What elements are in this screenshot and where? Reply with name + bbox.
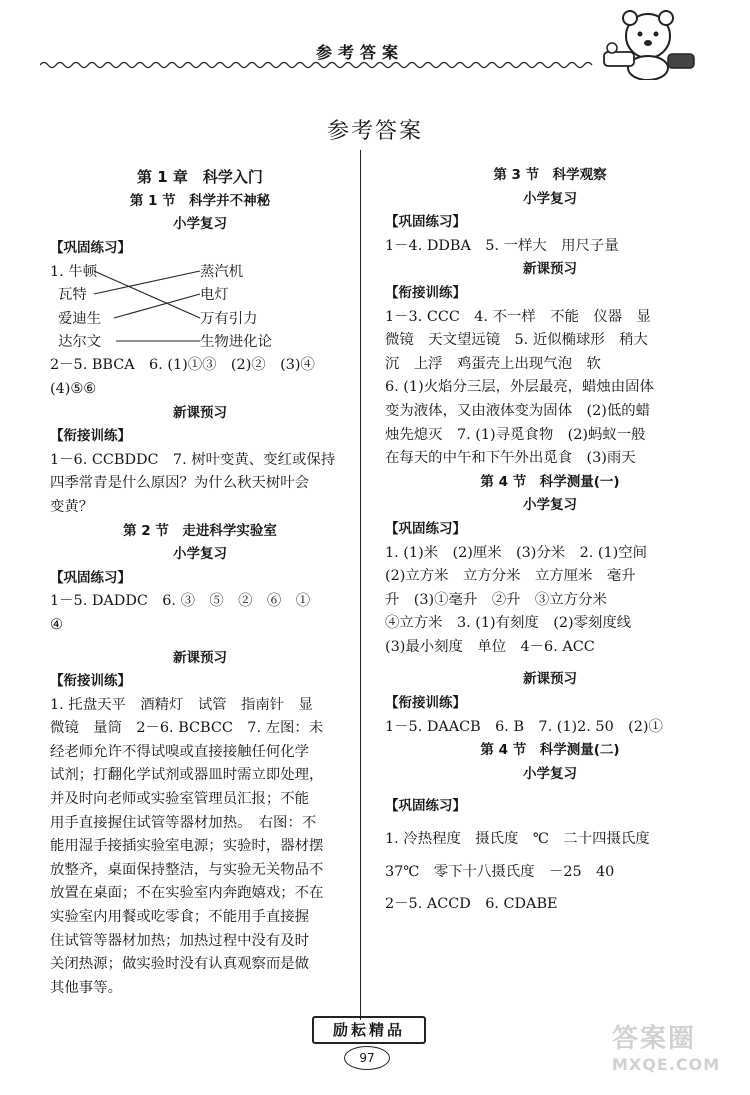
- section-heading-3: 第 3 节 科学观察: [493, 167, 607, 183]
- answer-line: 沉 上浮 鸡蛋壳上出现气泡 软: [385, 355, 601, 372]
- bracket-label-link: 【衔接训练】: [50, 428, 131, 445]
- column-divider: [360, 150, 361, 1020]
- answer-line: 1. 冷热程度 摄氏度 ℃ 二十四摄氏度: [385, 831, 650, 848]
- bracket-label-consolidate: 【巩固练习】: [50, 239, 131, 256]
- answer-line: 放整齐，桌面保持整洁，与实验无关物品不: [50, 861, 324, 878]
- answer-line: 用手直接握住试管等器材加热。 右图：不: [50, 814, 317, 831]
- match-left-item: 爱迪生: [58, 311, 102, 328]
- answer-line: 1－5. DAACB 6. B 7. (1)2. 50 (2)①: [385, 718, 663, 735]
- answer-line: 其他事等。: [50, 979, 122, 996]
- bracket-label-consolidate: 【巩固练习】: [385, 214, 466, 231]
- header-wave-divider: [40, 60, 600, 70]
- answer-line: 烛先熄灭 7. (1)寻觅食物 (2)蚂蚁一般: [385, 426, 646, 443]
- section-heading-4a: 第 4 节 科学测量(一): [480, 473, 620, 490]
- bracket-label-consolidate: 【巩固练习】: [385, 520, 466, 537]
- answer-line: 1－6. CCBDDC 7. 树叶变黄、变红或保持: [50, 451, 336, 468]
- answer-line: 1. (1)米 (2)厘米 (3)分米 2. (1)空间: [385, 544, 648, 561]
- subheading-review: 小学复习: [173, 216, 227, 233]
- page-number: 97: [344, 1046, 390, 1070]
- bracket-label-link: 【衔接训练】: [385, 284, 466, 301]
- answer-line: 住试管等器材加热；加热过程中没有及时: [50, 932, 310, 949]
- match-right-item: 电灯: [200, 287, 229, 304]
- matching-exercise: [50, 260, 350, 354]
- chapter-heading: 第 1 章 科学入门: [137, 168, 263, 186]
- section-heading-1: 第 1 节 科学并不神秘: [129, 192, 271, 209]
- subheading-review: 小学复习: [173, 546, 227, 563]
- match-left-item: 达尔文: [58, 334, 102, 351]
- answer-line: 2－5. ACCD 6. CDABE: [385, 896, 558, 913]
- match-right-item: 蒸汽机: [200, 264, 244, 281]
- answer-line: 37℃ 零下十八摄氏度 －25 40: [385, 863, 615, 880]
- answer-line: 2－5. BBCA 6. (1)①③ (2)② (3)④: [50, 357, 315, 374]
- match-left-item: 瓦特: [58, 287, 87, 304]
- answer-line: (4)⑤⑥: [50, 380, 97, 397]
- answer-line: 变黄？: [50, 498, 94, 515]
- header-title: 参考答案: [315, 43, 404, 62]
- answer-line: 1－4. DDBA 5. 一样大 用尺子量: [385, 237, 619, 254]
- watermark: [612, 1018, 744, 1074]
- answer-line: (3)最小刻度 单位 4－6. ACC: [385, 638, 595, 655]
- right-column: [385, 164, 715, 917]
- answer-line: 微镜 量筒 2－6. BCBCC 7. 左图：未: [50, 720, 324, 737]
- subheading-preview: 新课预习: [173, 404, 227, 421]
- answer-line: 1－3. CCC 4. 不一样 不能 仪器 显: [385, 308, 651, 325]
- bracket-label-link: 【衔接训练】: [385, 695, 466, 712]
- subheading-preview: 新课预习: [523, 261, 577, 278]
- subheading-preview: 新课预习: [173, 649, 227, 666]
- answer-line: 6. (1)火焰分三层，外层最亮，蜡烛由固体: [385, 379, 654, 396]
- match-right-item: 万有引力: [200, 311, 258, 328]
- watermark-text: 答案圈: [612, 1024, 697, 1054]
- section-heading-2: 第 2 节 走进科学实验室: [123, 522, 277, 539]
- answer-line: 在每天的中午和下午外出觅食 (3)雨天: [385, 450, 636, 467]
- answer-line: 实验室内用餐或吃零食；不能用手直接握: [50, 909, 310, 926]
- answer-line: 1－5. DADDC 6. ③ ⑤ ② ⑥ ①: [50, 593, 311, 610]
- answer-line: 四季常青是什么原因？为什么秋天树叶会: [50, 475, 310, 492]
- answer-line: 能用湿手接插实验室电源；实验时，器材摆: [50, 838, 324, 855]
- subheading-review: 小学复习: [523, 190, 577, 207]
- subheading-review: 小学复习: [523, 497, 577, 514]
- bracket-label-link: 【衔接训练】: [50, 673, 131, 690]
- subheading-review: 小学复习: [523, 765, 577, 782]
- answer-line: 并及时向老师或实验室管理员汇报；不能: [50, 791, 310, 808]
- bracket-label-consolidate: 【巩固练习】: [50, 569, 131, 586]
- footer-brand-badge: 励耘精品: [312, 1016, 426, 1044]
- subheading-preview: 新课预习: [523, 671, 577, 688]
- bracket-label-consolidate: 【巩固练习】: [385, 798, 466, 815]
- answer-line: 关闭热源；做实验时没有认真观察而是做: [50, 956, 310, 973]
- watermark-url: MXQE.COM: [612, 1055, 721, 1074]
- answer-line: 变为液体，又由液体变为固体 (2)低的蜡: [385, 402, 651, 419]
- page-title: 参考答案: [326, 119, 423, 144]
- answer-line: 微镜 天文望远镜 5. 近似椭球形 稍大: [385, 332, 648, 349]
- answer-line: ④: [50, 616, 63, 633]
- match-right-item: 生物进化论: [200, 334, 272, 351]
- left-column: [50, 166, 350, 1000]
- answer-line: (2)立方米 立方分米 立方厘米 毫升: [385, 568, 636, 585]
- match-left-item: 1. 牛顿: [50, 264, 98, 281]
- answer-line: 放置在桌面；不在实验室内奔跑嬉戏；不在: [50, 885, 324, 902]
- answer-line: ④立方米 3. (1)有刻度 (2)零刻度线: [385, 615, 632, 632]
- answer-line: 升 (3)①毫升 ②升 ③立方分米: [385, 591, 607, 608]
- answer-line: 试剂；打翻化学试剂或器皿时需立即处理，: [50, 767, 324, 784]
- answer-line: 1. 托盘天平 酒精灯 试管 指南针 显: [50, 696, 313, 713]
- section-heading-4b: 第 4 节 科学测量(二): [480, 742, 620, 759]
- answer-line: 经老师允许不得试嗅或直接接触任何化学: [50, 743, 310, 760]
- bear-mascot-icon: [590, 8, 710, 80]
